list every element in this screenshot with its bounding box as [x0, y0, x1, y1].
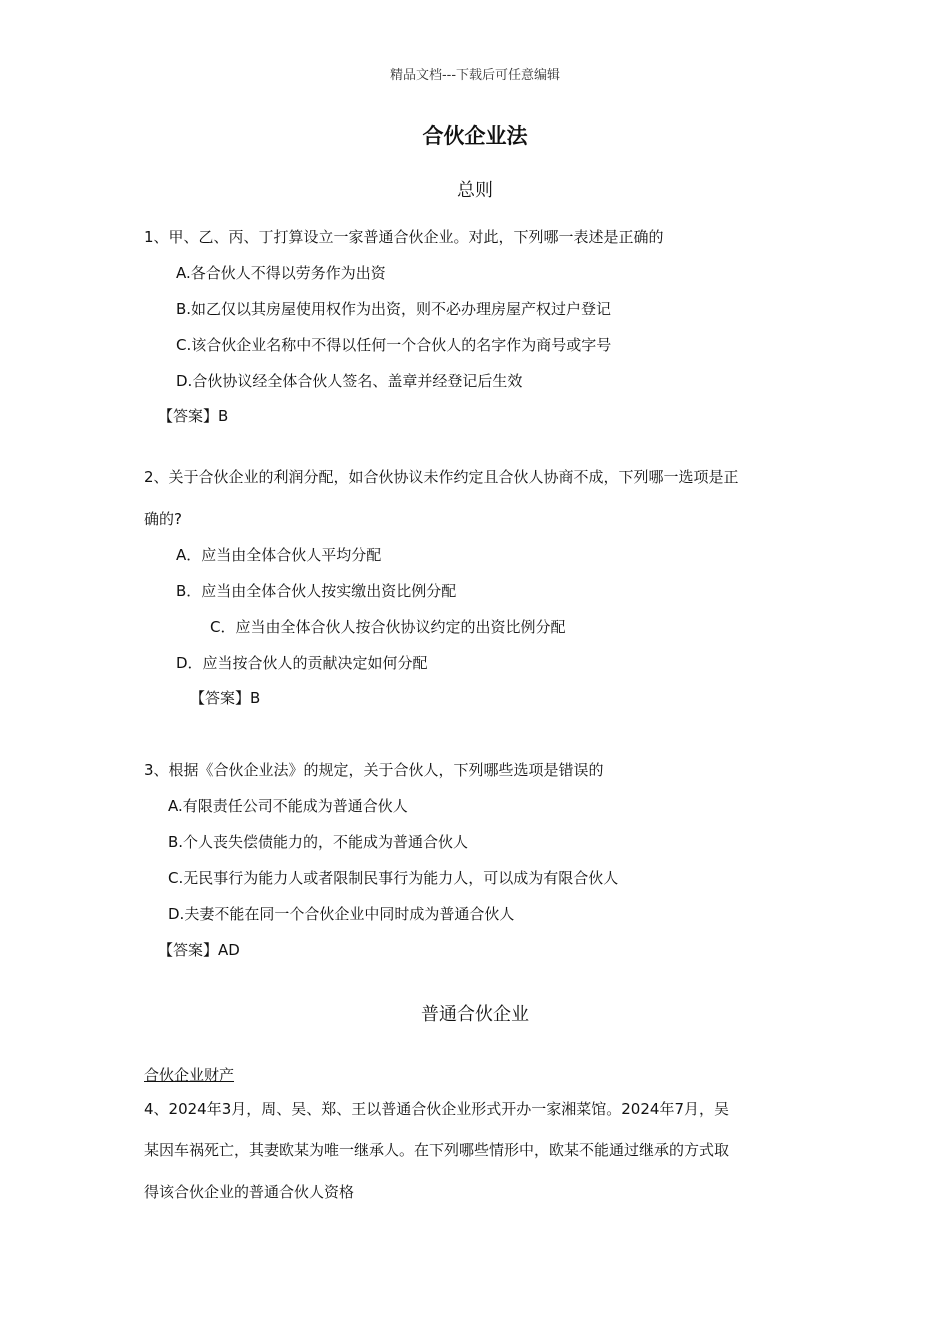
section-heading-general-partnership: 普通合伙企业 — [421, 1004, 529, 1025]
question-3-answer: 【答案】AD — [158, 941, 240, 959]
document-title: 合伙企业法 — [422, 124, 528, 148]
question-4-stem-line-3: 得该合伙企业的普通合伙人资格 — [144, 1183, 355, 1201]
question-3-option-b: B.个人丧失偿债能力的，不能成为普通合伙人 — [168, 833, 469, 851]
question-3-option-c: C.无民事行为能力人或者限制民事行为能力人，可以成为有限合伙人 — [168, 869, 619, 887]
question-2-option-a: A．应当由全体合伙人平均分配 — [176, 546, 382, 564]
question-3-option-d: D.夫妻不能在同一个合伙企业中同时成为普通合伙人 — [168, 905, 515, 923]
question-1-stem: 1、甲、乙、丙、丁打算设立一家普通合伙企业。对此，下列哪一表述是正确的 — [144, 228, 664, 246]
question-2-option-b: B．应当由全体合伙人按实缴出资比例分配 — [176, 582, 457, 600]
question-1-option-d: D.合伙协议经全体合伙人签名、盖章并经登记后生效 — [176, 372, 523, 390]
subheading-partnership-property: 合伙企业财产 — [144, 1066, 235, 1084]
question-4-stem-line-1: 4、2024年3月，周、吴、郑、王以普通合伙企业形式开办一家湘菜馆。2024年7月，吴 — [144, 1100, 729, 1118]
page-header-note: 精品文档---下载后可任意编辑 — [389, 68, 561, 83]
question-2-stem: 2、关于合伙企业的利润分配，如合伙协议未作约定且合伙人协商不成，下列哪一选项是正 — [144, 468, 739, 486]
section-heading-general: 总则 — [457, 180, 493, 201]
question-4-stem-line-2: 某因车祸死亡，其妻欧某为唯一继承人。在下列哪些情形中，欧某不能通过继承的方式取 — [144, 1141, 730, 1159]
question-3-option-a: A.有限责任公司不能成为普通合伙人 — [168, 797, 408, 815]
question-2-stem-continued: 确的? — [144, 510, 182, 528]
question-2-option-c: C．应当由全体合伙人按合伙协议约定的出资比例分配 — [210, 618, 566, 636]
question-1-option-a: A.各合伙人不得以劳务作为出资 — [176, 264, 386, 282]
question-2-answer: 【答案】B — [190, 689, 261, 707]
question-1-option-c: C.该合伙企业名称中不得以任何一个合伙人的名字作为商号或字号 — [176, 336, 612, 354]
question-1-answer: 【答案】B — [158, 407, 229, 425]
question-2-option-d: D．应当按合伙人的贡献决定如何分配 — [176, 654, 428, 672]
question-1-option-b: B.如乙仅以其房屋使用权作为出资，则不必办理房屋产权过户登记 — [176, 300, 612, 318]
question-3-stem: 3、根据《合伙企业法》的规定，关于合伙人，下列哪些选项是错误的 — [144, 761, 604, 779]
